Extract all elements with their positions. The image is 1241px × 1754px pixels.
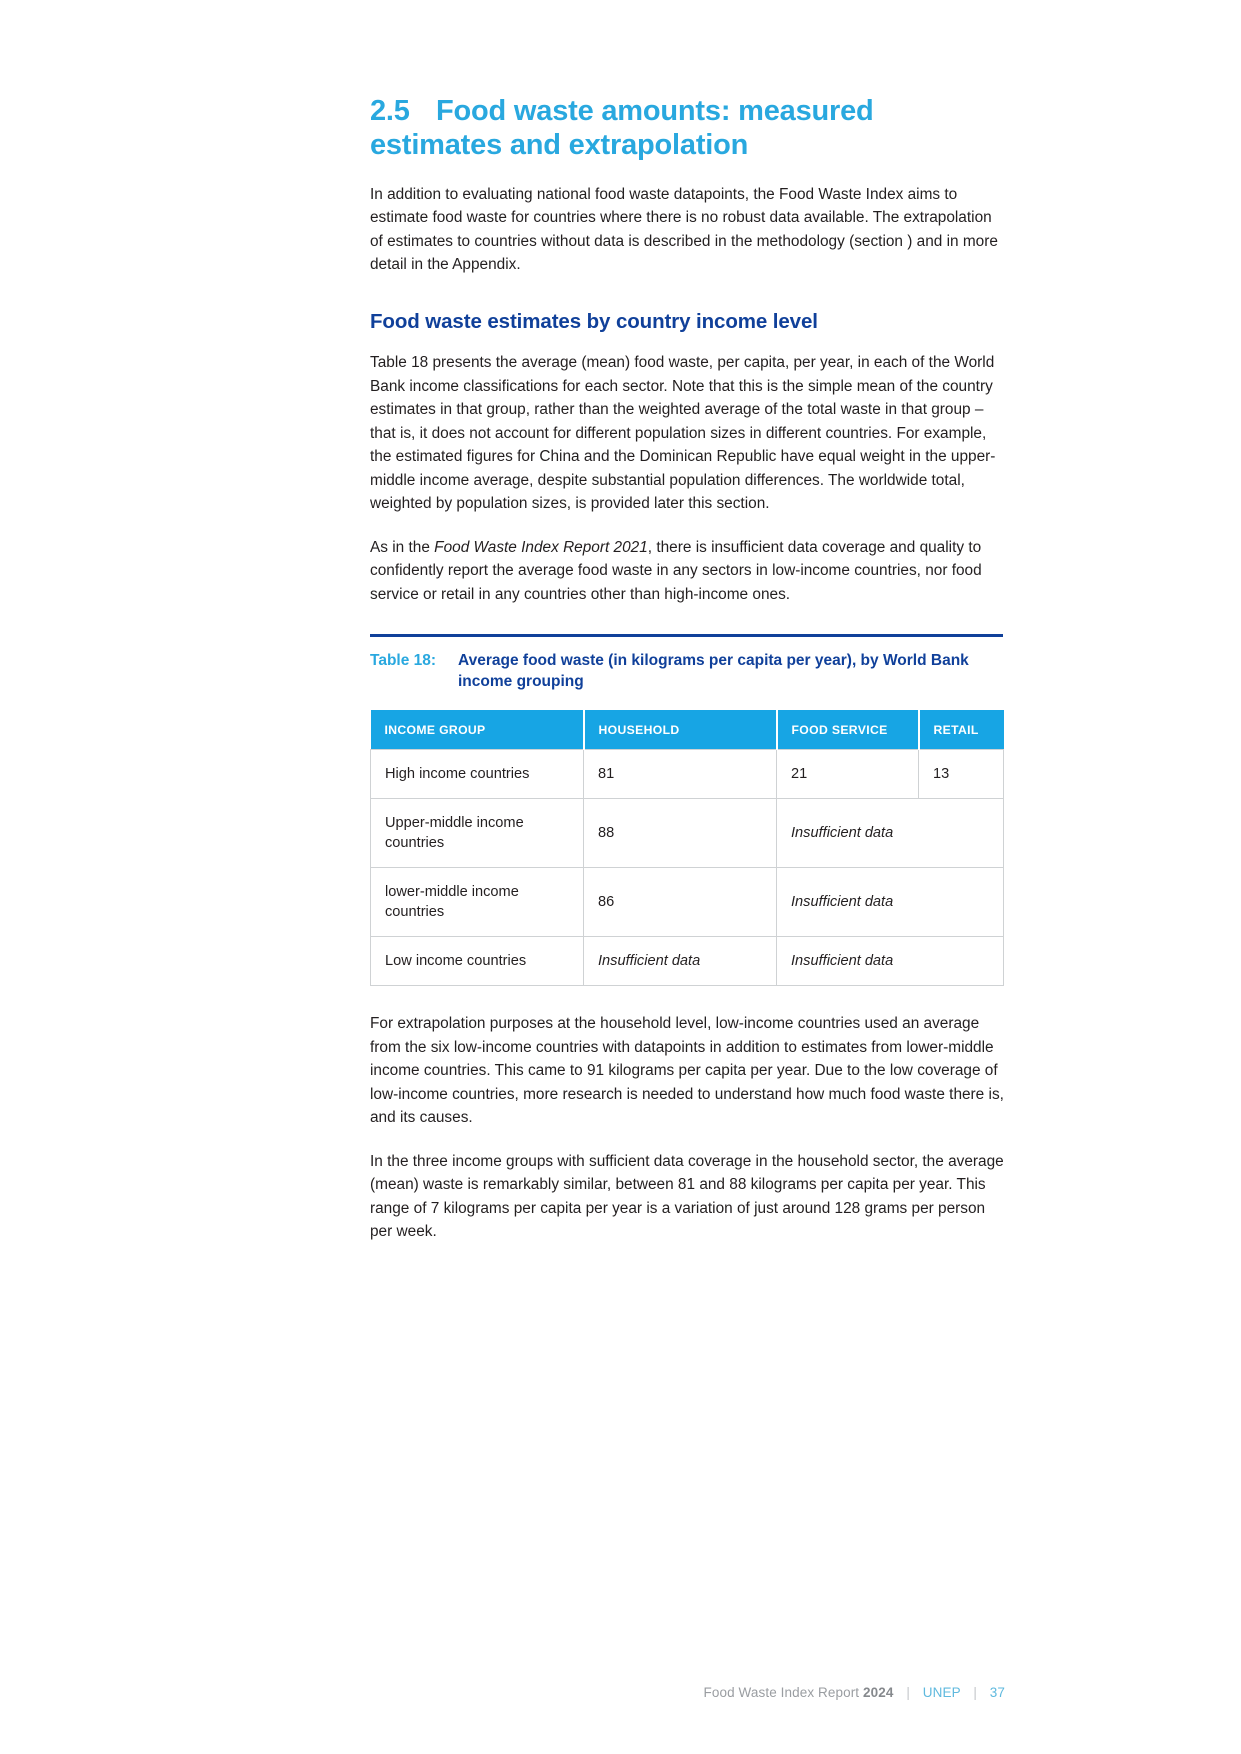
column-header-household: HOUSEHOLD: [584, 710, 777, 750]
paragraph-data-coverage: [370, 536, 1005, 607]
footer-report-title: Food Waste Index Report: [703, 1685, 860, 1700]
paragraph-3-suffix: , there is insufficient data coverage and quality to confidently report the average food waste in any sectors in low-income countries, nor food service or retail in any countries other than high-income ones.: [370, 538, 982, 603]
footer-organization: UNEP: [922, 1685, 961, 1700]
cell-food-service: 21: [777, 750, 919, 799]
cell-income-group: Low income countries: [371, 937, 584, 986]
table-head: [371, 710, 1004, 750]
section-number: 2.5: [370, 95, 410, 127]
subsection-heading: Food waste estimates by country income level: [370, 309, 818, 333]
table-row: [371, 937, 1004, 986]
cell-household: Insufficient data: [584, 937, 777, 986]
table-label: Table 18:: [370, 652, 437, 670]
section-title: Food waste amounts: measured estimates and extrapolation: [370, 95, 874, 161]
cell-food-service: Insufficient data: [777, 937, 1004, 986]
footer-separator-2: |: [973, 1685, 977, 1700]
table-row: [371, 750, 1004, 799]
paragraph-extrapolation: For extrapolation purposes at the household level, low-income countries used an average from the six low-income countries with datapoints in addition to estimates from lower-middle income countries. This came to 91 kilograms per capita per year. Due to the low coverage of low-income countries, more research is needed to understand how much food waste there is, and its causes.: [370, 1015, 1004, 1127]
cell-income-group: Upper-middle income countries: [371, 799, 584, 868]
page-footer: [704, 1685, 1005, 1700]
footer-separator-1: |: [906, 1685, 910, 1700]
cell-income-group: High income countries: [371, 750, 584, 799]
table-row: [371, 868, 1004, 937]
intro-paragraph: In addition to evaluating national food waste datapoints, the Food Waste Index aims to estimate food waste for countries where there is no robust data available. The extrapolation of estimates to countries without data is described in the methodology (section ) and in more detail in the Appendix.: [370, 185, 998, 274]
footer-page-number: 37: [989, 1685, 1005, 1700]
paragraph-income-classifications: Table 18 presents the average (mean) food waste, per capita, per year, in each of the World Bank income classifications for each sector. Note that this is the simple mean of the country estimates in that group, rather than the weighted average of the total waste in that group – that is, it does not account for different population sizes in different countries. For example, the estimated figures for China and the Dominican Republic have equal weight in the upper-middle income average, despite substantial population differences. The worldwide total, weighted by population sizes, is provided later this section.: [370, 354, 996, 513]
table-block: [370, 634, 1005, 986]
cell-household: 88: [584, 799, 777, 868]
table-caption: [370, 650, 1005, 692]
page-content: [370, 95, 1005, 1244]
section-heading: [370, 95, 1005, 163]
table-caption-text: Average food waste (in kilograms per capita per year), by World Bank income grouping: [458, 652, 969, 691]
cell-retail: 13: [919, 750, 1004, 799]
table-row: [371, 799, 1004, 868]
cell-household: 86: [584, 868, 777, 937]
table-header-row: [371, 710, 1004, 750]
footer-year: 2024: [863, 1685, 894, 1700]
column-header-income-group: INCOME GROUP: [371, 710, 584, 750]
cell-food-service: Insufficient data: [777, 799, 1004, 868]
cell-income-group: lower-middle income countries: [371, 868, 584, 937]
paragraph-3-prefix: As in the: [370, 538, 435, 556]
column-header-retail: RETAIL: [919, 710, 1004, 750]
table-top-rule: [370, 634, 1003, 637]
column-header-food-service: FOOD SERVICE: [777, 710, 919, 750]
cell-food-service: Insufficient data: [777, 868, 1004, 937]
income-group-table: [370, 710, 1004, 986]
paragraph-similarity: In the three income groups with sufficient data coverage in the household sector, the average (mean) waste is remarkably similar, between 81 and 88 kilograms per capita per year. This range of 7 kilograms per capita per year is a variation of just around 128 grams per person per week.: [370, 1152, 1004, 1241]
cell-household: 81: [584, 750, 777, 799]
table-body: [371, 750, 1004, 986]
report-title-reference: Food Waste Index Report 2021: [434, 538, 648, 556]
